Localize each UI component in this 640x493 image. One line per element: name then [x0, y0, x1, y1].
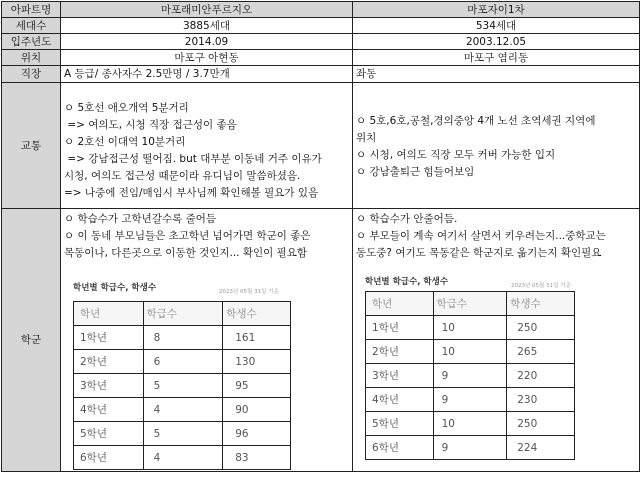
classes: 5 [143, 374, 223, 398]
header-apt2: 마포자이1차 [353, 2, 640, 18]
classes: 5 [143, 422, 223, 446]
school-stats-screenshot [69, 277, 339, 472]
work-apt2: 좌동 [353, 66, 640, 83]
stats-header-row [74, 302, 291, 326]
header-row [2, 2, 640, 18]
table-row [366, 412, 575, 436]
transport-line: ㅇ 2호선 이대역 10분거리 [64, 136, 186, 148]
table-row [366, 340, 575, 364]
row-households [2, 18, 640, 34]
transport-line: => 강남접근성 떨어짐. but 대부분 이동네 거주 이유가 [64, 153, 322, 165]
header-apt1: 마포래미안푸르지오 [61, 2, 353, 18]
school-line: ㅇ 학습수가 고학년갈수록 줄어듬 [64, 213, 217, 225]
comparison-table [1, 1, 640, 472]
students: 230 [507, 388, 575, 412]
students: 250 [507, 412, 575, 436]
classes: 4 [143, 398, 223, 422]
grade: 3학년 [366, 364, 434, 388]
table-row [74, 422, 291, 446]
classes: 9 [433, 436, 507, 460]
grade: 5학년 [74, 422, 144, 446]
grade: 1학년 [74, 326, 144, 350]
school-apt1 [61, 209, 353, 472]
school-line: 동도중? 여기도 목동같은 학군지로 옮기는지 확인필요 [356, 247, 602, 259]
households-apt1: 3885세대 [61, 18, 353, 34]
stats-header: 학년 [366, 292, 434, 316]
students: 250 [507, 316, 575, 340]
school-line: ㅇ 부모들이 계속 여기서 살면서 키우려는지...중학교는 [356, 230, 606, 242]
students: 265 [507, 340, 575, 364]
students: 220 [507, 364, 575, 388]
classes: 10 [433, 316, 507, 340]
row-move-in [2, 34, 640, 50]
stats-table [365, 291, 575, 460]
transport-line: 시청, 여의도 접근성 때문이라 유디님이 말씀하셨음. [64, 170, 301, 182]
transport-line: ㅇ 5호,6호,공철,경의중앙 4개 노선 초역세권 지역에 [356, 115, 596, 127]
row-label: 위치 [2, 50, 61, 66]
row-label: 입주년도 [2, 34, 61, 50]
stats-header: 학급수 [143, 302, 223, 326]
row-transport [2, 83, 640, 209]
grade: 3학년 [74, 374, 144, 398]
grade: 6학년 [74, 446, 144, 470]
classes: 9 [433, 388, 507, 412]
move-in-apt1: 2014.09 [61, 34, 353, 50]
table-row [74, 374, 291, 398]
row-label: 교통 [2, 83, 61, 209]
transport-apt2 [353, 83, 640, 209]
location-apt1: 마포구 아현동 [61, 50, 353, 66]
students: 96 [223, 422, 291, 446]
table-row [366, 388, 575, 412]
stats-header: 학생수 [223, 302, 291, 326]
students: 130 [223, 350, 291, 374]
grade: 1학년 [366, 316, 434, 340]
school-line: ㅇ 이 동네 부모님들은 초고학년 넘어가면 학군이 좋은 [64, 230, 311, 242]
transport-line: => 여의도, 시청 직장 접근성이 좋음 [64, 119, 237, 131]
classes: 10 [433, 340, 507, 364]
row-location [2, 50, 640, 66]
stats-date: 2023년 05월 31일 기준 [219, 289, 279, 295]
transport-line: 위치 [356, 132, 377, 144]
grade: 5학년 [366, 412, 434, 436]
grade: 2학년 [74, 350, 144, 374]
table-row [366, 436, 575, 460]
stats-header-row [366, 292, 575, 316]
grade: 6학년 [366, 436, 434, 460]
table-row [74, 326, 291, 350]
stats-header: 학급수 [433, 292, 507, 316]
classes: 4 [143, 446, 223, 470]
table-row [366, 316, 575, 340]
stats-header: 학생수 [507, 292, 575, 316]
transport-line: ㅇ 시청, 여의도 직장 모두 커버 가능한 입지 [356, 149, 556, 161]
stats-title: 학년별 학급수, 학생수 [73, 283, 157, 293]
work-apt1: A 등급/ 종사자수 2.5만명 / 3.7만개 [61, 66, 353, 83]
row-label: 세대수 [2, 18, 61, 34]
row-label: 직장 [2, 66, 61, 83]
students: 224 [507, 436, 575, 460]
transport-line: ㅇ 강남출퇴근 힘들어보임 [356, 166, 475, 178]
classes: 9 [433, 364, 507, 388]
grade: 4학년 [366, 388, 434, 412]
students: 90 [223, 398, 291, 422]
table-row [366, 364, 575, 388]
school-line: 목동이나, 다른곳으로 이동한 것인지... 확인이 필요함 [64, 247, 308, 259]
classes: 8 [143, 326, 223, 350]
transport-apt1 [61, 83, 353, 209]
row-work [2, 66, 640, 83]
stats-title: 학년별 학급수, 학생수 [365, 277, 449, 287]
move-in-apt2: 2003.12.05 [353, 34, 640, 50]
school-line: ㅇ 학습수가 안줄어듬. [356, 213, 458, 225]
students: 83 [223, 446, 291, 470]
stats-table [73, 301, 291, 470]
transport-line: ㅇ 5호선 애오개역 5분거리 [64, 102, 189, 114]
households-apt2: 534세대 [353, 18, 640, 34]
location-apt2: 마포구 염리동 [353, 50, 640, 66]
grade: 2학년 [366, 340, 434, 364]
classes: 10 [433, 412, 507, 436]
grade: 4학년 [74, 398, 144, 422]
stats-date: 2023년 05월 31일 기준 [511, 283, 571, 289]
table-row [74, 398, 291, 422]
students: 95 [223, 374, 291, 398]
transport-line: => 나중에 전임/매임시 부사님께 확인해볼 필요가 있음 [64, 187, 319, 199]
students: 161 [223, 326, 291, 350]
classes: 6 [143, 350, 223, 374]
table-row [74, 446, 291, 470]
row-label: 학군 [2, 209, 61, 472]
school-stats-screenshot [361, 271, 631, 472]
header-label: 아파트명 [2, 2, 61, 18]
stats-header: 학년 [74, 302, 144, 326]
row-school [2, 209, 640, 472]
table-row [74, 350, 291, 374]
school-apt2 [353, 209, 640, 472]
